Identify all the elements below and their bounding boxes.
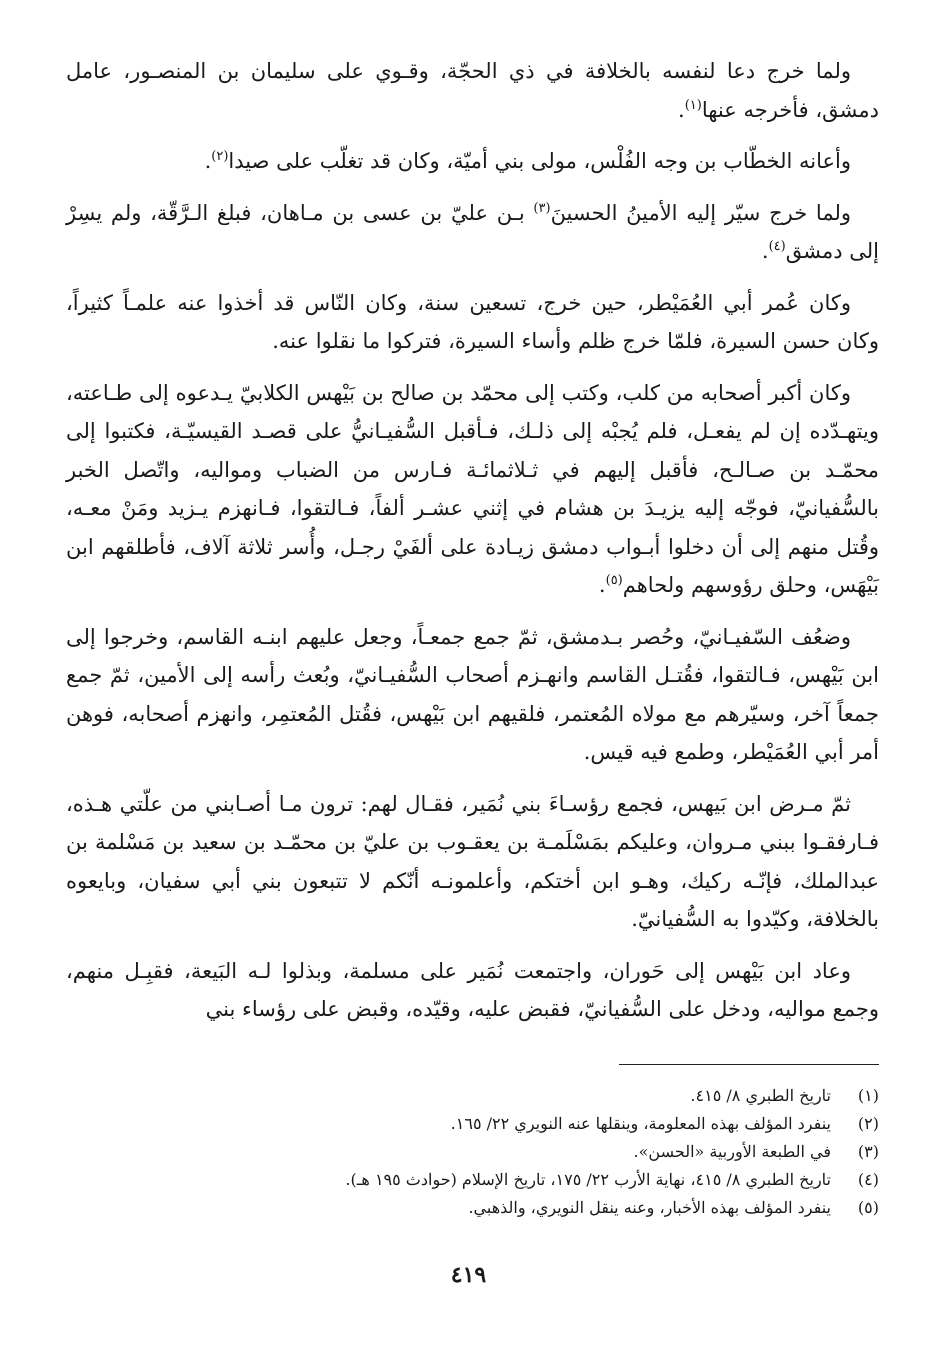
paragraph-punct: . xyxy=(598,573,606,597)
footnote-3 xyxy=(66,1138,879,1166)
paragraph-text: وضعُف السّفيـانيّ، وحُصر بـدمشق، ثمّ جمع جمعـاً، وجعل عليهم ابنـه القاسم، وخرجوا إلى ابن بَيْهس، فـالتقوا، فقُتـل القاسم وانهـزم أصحاب السُّفيـانيّ، وبُعث رأسه إلى الأمين، ثمّ جمع جمعاً آخر، وسيّرهم مع مولاه المُعتمر، فلقيهم ابن بَيْهس، فقُتل المُعتمِر، وانهزم أصحابه، فوهن أمر أبي العُمَيْطر، وطمع فيه قيس. xyxy=(66,624,879,764)
paragraph-punct: . xyxy=(204,149,212,173)
paragraph-4 xyxy=(66,284,879,361)
footnote-1 xyxy=(66,1082,879,1110)
footnote-text: ينفرد المؤلف بهذه الأخبار، وعنه ينقل النويري، والذهبي. xyxy=(468,1198,831,1217)
footnote-text: تاريخ الطبري ٨/ ٤١٥. xyxy=(690,1086,831,1105)
paragraph-5 xyxy=(66,374,879,605)
footnote-5 xyxy=(66,1194,879,1222)
footnote-divider xyxy=(619,1064,879,1065)
footnote-number: (٤) xyxy=(857,1170,879,1189)
paragraph-8 xyxy=(66,952,879,1029)
paragraph-3 xyxy=(66,194,879,271)
paragraph-6 xyxy=(66,618,879,772)
footnote-marker: (٢) xyxy=(211,149,229,164)
paragraph-2 xyxy=(66,142,879,181)
footnote-marker: (٤) xyxy=(768,239,786,254)
footnote-number: (١) xyxy=(857,1086,879,1105)
paragraph-text-continued: بـن عليّ بن عسى بن مـاهان، فبلغ الـرَّقّة، ولم يسِرْ إلى دمشق xyxy=(66,200,879,263)
paragraph-7 xyxy=(66,785,879,939)
footnote-number: (٣) xyxy=(857,1142,879,1161)
paragraph-text: ولما خرج سيّر إليه الأمينُ الحسينَ xyxy=(550,200,851,225)
paragraph-text: وأعانه الخطّاب بن وجه الفُلْس، مولى بني أميّة، وكان قد تغلّب على صيدا xyxy=(228,149,851,173)
paragraph-1 xyxy=(66,52,879,129)
footnote-marker: (٥) xyxy=(605,573,623,588)
footnote-text: ينفرد المؤلف بهذه المعلومة، وينقلها عنه النويري ٢٢/ ١٦٥. xyxy=(450,1114,831,1133)
footnote-marker: (٣) xyxy=(533,200,551,216)
paragraph-text: ثمّ مـرض ابن بَيهس، فجمع رؤسـاءَ بني نُمَير، فقـال لهم: ترون مـا أصـابني من علّتي هـذه، فـارفقـوا ببني مـروان، وعليكم بمَسْلَمـة بن يعقـوب بن عليّ بن محمّـد بن سعيد بن مَسْلمة بن عبدالملك، فإنّـه ركيك، وهـو ابن أختكم، وأعلمونـه أنّكم لا تتبعون بني أبي سفيان، وبايعوه بالخلافة، وكيّدوا به السُّفيانيّ. xyxy=(66,791,879,931)
paragraph-punct: . xyxy=(678,97,685,122)
footnote-number: (٢) xyxy=(857,1114,879,1133)
footnote-number: (٥) xyxy=(857,1198,879,1217)
paragraph-text: وكان أكبر أصحابه من كلب، وكتب إلى محمّد بن صالح بن بَيْهس الكلابيّ يـدعوه إلى طـاعته، ويتهـدّده إن لم يفعـل، فلم يُجبْه إلى ذلـك، فـأقبل السُّفيـانيُّ على قصـد القيسيّـة، فكتبوا إلى محمّـد بن صـالـح، فأقبل إليهم في ثـلاثمائـة فـارس من الضباب ومواليه، واتّصل الخبر بالسُّفيانيّ، فوجّه إليه يزيـدَ بن هشام في إثني عشـر ألفاً، فـالتقوا، فـانهزم يـزيد ومَنْ معـه، وقُتل منهم إلى أن دخلوا أبـواب دمشق زيـادة على ألفَيْ رجـل، وأُسر ثلاثة آلاف، فأطلقهم ابن بَيْهَس، وحلق رؤوسهم ولحاهم xyxy=(66,380,879,597)
paragraph-text: وعاد ابن بَيْهس إلى حَوران، واجتمعت نُمَير على مسلمة، وبذلوا لـه البَيعة، فقبِـل منهم، وجمع مواليه، ودخل على السُّفيانيّ، فقبض عليه، وقيّده، وقبض على رؤساء بني xyxy=(66,958,879,1021)
footnote-2 xyxy=(66,1110,879,1138)
footnote-text: تاريخ الطبري ٨/ ٤١٥، نهاية الأرب ٢٢/ ١٧٥، تاريخ الإسلام (حوادث ١٩٥ هـ). xyxy=(345,1170,831,1189)
footnote-marker: (١) xyxy=(684,97,702,113)
book-page xyxy=(0,52,937,1367)
main-text xyxy=(66,52,879,1029)
paragraph-text: وكان عُمر أبي العُمَيْطر، حين خرج، تسعين سنة، وكان النّاس قد أخذوا عنه علمـاً كثيراً، وكان حسن السيرة، فلمّا خرج ظلم وأساء السيرة، فتركوا ما نقلوا عنه. xyxy=(66,290,879,353)
footnote-4 xyxy=(66,1166,879,1194)
footnotes xyxy=(66,1082,879,1222)
paragraph-punct: . xyxy=(761,239,769,263)
paragraph-text: ولما خرج دعا لنفسه بالخلافة في ذي الحجّة، وقـوي على سليمان بن المنصـور، عامل دمشق، فأخرجه عنها xyxy=(66,59,879,122)
page-number: ٤١٩ xyxy=(450,1262,487,1288)
footnote-text: في الطبعة الأوربية «الحسن». xyxy=(633,1142,831,1161)
